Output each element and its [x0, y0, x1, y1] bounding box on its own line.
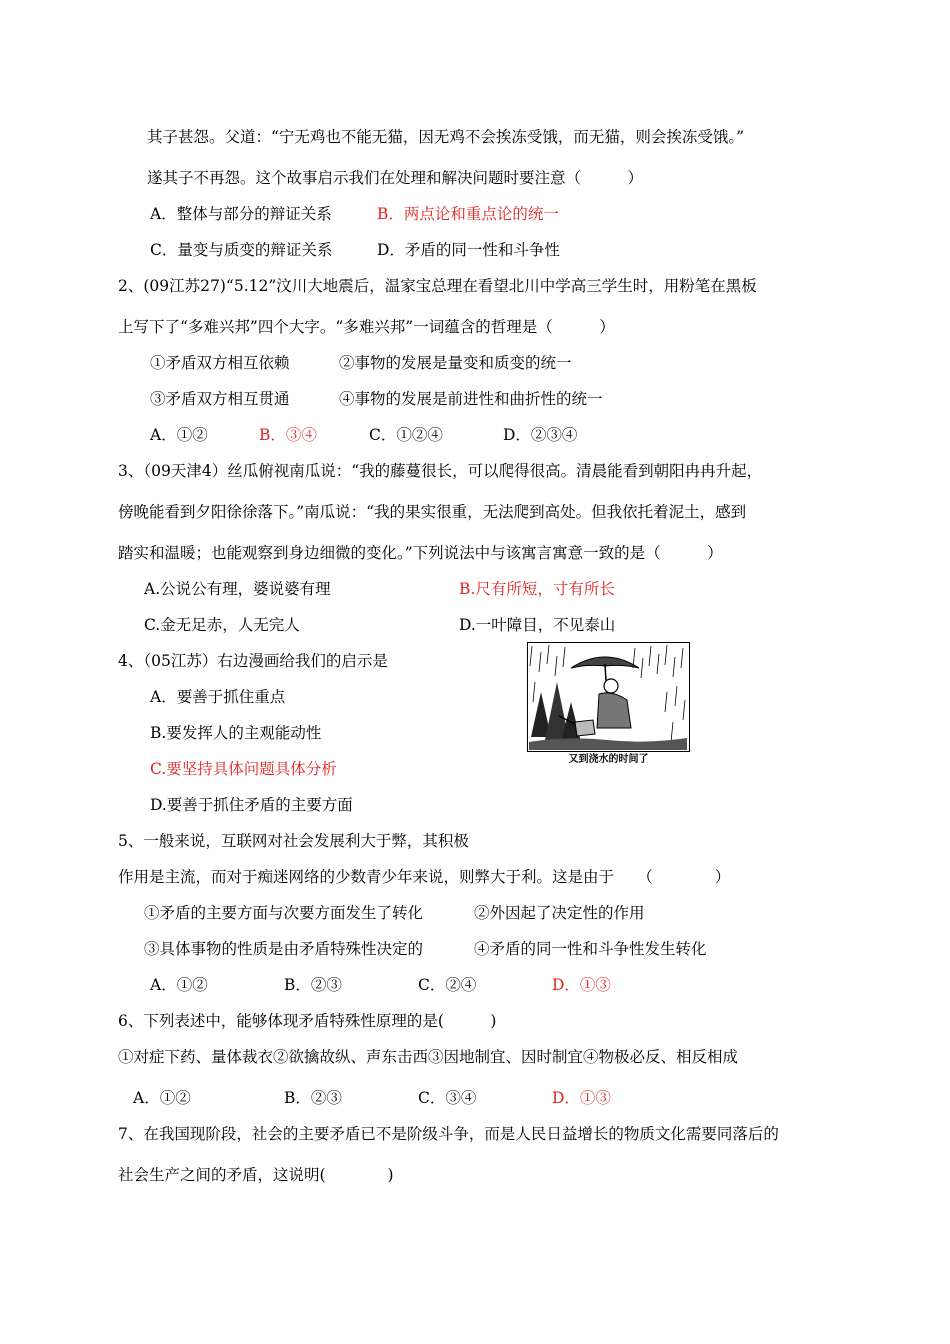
q6-option-c: C．③④ [418, 1089, 477, 1107]
q1-stem-line1: 其子甚怨。父道：“宁无鸡也不能无猫，因无鸡不会挨冻受饿，而无猫，则会挨冻受饿。” [147, 128, 745, 146]
cartoon-image [527, 642, 690, 752]
q6-option-d: D．①③ [552, 1089, 611, 1107]
q2-option-b: B．③④ [259, 426, 317, 444]
q6-stem: 6、下列表述中，能够体现矛盾特殊性原理的是( ) [118, 1012, 497, 1030]
q5-option-a: A．①② [150, 976, 208, 994]
q1-stem-line2: 遂其子不再怨。这个故事启示我们在处理和解决问题时要注意（ ） [147, 169, 644, 187]
q4-stem: 4、（05江苏）右边漫画给我们的启示是 [118, 652, 388, 670]
q3-option-a: A.公说公有理，婆说婆有理 [144, 580, 331, 598]
q5-item-2: ②外因起了决定性的作用 [474, 904, 645, 922]
q7-stem-line1: 7、在我国现阶段，社会的主要矛盾已不是阶级斗争，而是人民日益增长的物质文化需要同落后的 [118, 1125, 779, 1143]
q2-option-a: A．①② [150, 426, 208, 444]
q2-stem-line1: 2、(09江苏27)“5.12”汶川大地震后，温家宝总理在看望北川中学高三学生时，用粉笔在黑板 [118, 277, 757, 295]
q3-option-d: D.一叶障目，不见泰山 [459, 616, 616, 634]
q1-option-a: A．整体与部分的辩证关系 [150, 205, 332, 223]
q5-option-d: D．①③ [552, 976, 611, 994]
q4-option-a: A．要善于抓住重点 [150, 688, 286, 706]
q1-option-b: B．两点论和重点论的统一 [377, 205, 559, 223]
q6-option-b: B．②③ [284, 1089, 342, 1107]
q2-stem-line2: 上写下了“多难兴邦”四个大字。“多难兴邦”一词蕴含的哲理是（ ） [118, 318, 615, 336]
q5-item-3: ③具体事物的性质是由矛盾特殊性决定的 [144, 940, 424, 958]
cartoon-caption: 又到浇水的时间了 [568, 754, 649, 765]
q6-option-a: A．①② [133, 1089, 191, 1107]
q2-item-2: ②事物的发展是量变和质变的统一 [339, 354, 572, 372]
q4-option-c: C.要坚持具体问题具体分析 [150, 760, 337, 778]
q5-stem-line1: 5、一般来说，互联网对社会发展利大于弊，其积极 [118, 832, 469, 850]
q5-item-1: ①矛盾的主要方面与次要方面发生了转化 [144, 904, 424, 922]
q2-option-d: D．②③④ [503, 426, 578, 444]
q4-option-b: B.要发挥人的主观能动性 [150, 724, 322, 742]
q4-option-d: D.要善于抓住矛盾的主要方面 [150, 796, 353, 814]
q5-stem-line2: 作用是主流，而对于痴迷网络的少数青少年来说，则弊大于利。这是由于 （ ） [118, 868, 731, 886]
q5-item-4: ④矛盾的同一性和斗争性发生转化 [474, 940, 707, 958]
q3-option-c: C.金无足赤，人无完人 [144, 616, 300, 634]
q6-items: ①对症下药、量体裁衣②欲擒故纵、声东击西③因地制宜、因时制宜④物极必反、相反相成 [118, 1048, 739, 1066]
q7-stem-line2: 社会生产之间的矛盾，这说明( ) [118, 1166, 394, 1184]
q2-option-c: C．①②④ [369, 426, 443, 444]
q1-option-d: D．矛盾的同一性和斗争性 [377, 241, 560, 259]
q5-option-c: C．②④ [418, 976, 477, 994]
q2-item-3: ③矛盾双方相互贯通 [150, 390, 290, 408]
q3-stem-line2: 傍晚能看到夕阳徐徐落下。”南瓜说：“我的果实很重，无法爬到高处。但我依托着泥土，感到 [118, 503, 747, 521]
q1-option-c: C．量变与质变的辩证关系 [150, 241, 333, 259]
q3-stem-line1: 3、（09天津4）丝瓜俯视南瓜说：“我的藤蔓很长，可以爬得很高。清晨能看到朝阳冉冉升起， [118, 462, 763, 480]
q3-option-b: B.尺有所短，寸有所长 [459, 580, 615, 598]
q5-option-b: B．②③ [284, 976, 342, 994]
q2-item-1: ①矛盾双方相互依赖 [150, 354, 290, 372]
q3-stem-line3: 踏实和温暖；也能观察到身边细微的变化。”下列说法中与该寓言寓意一致的是（ ） [118, 544, 723, 562]
q2-item-4: ④事物的发展是前进性和曲折性的统一 [339, 390, 603, 408]
